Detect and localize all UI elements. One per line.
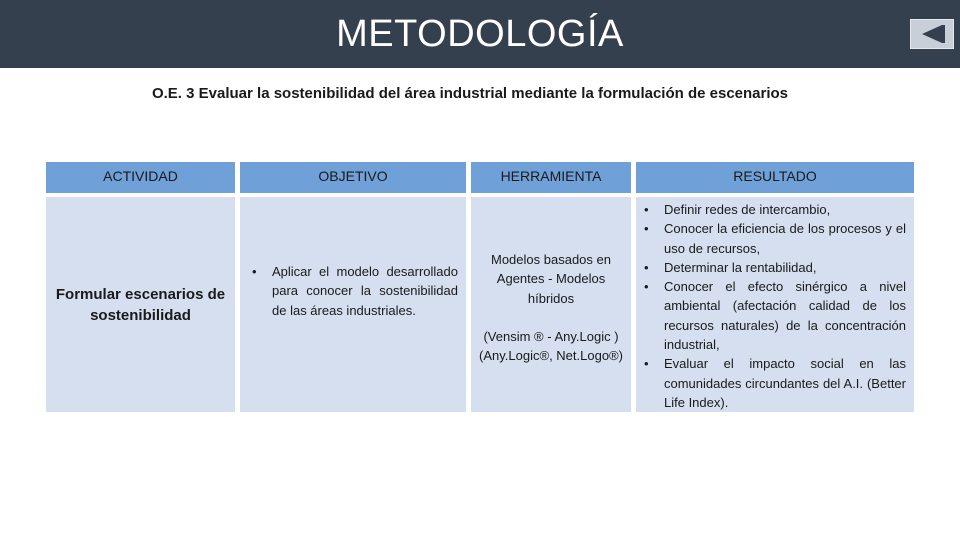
- back-button[interactable]: [910, 19, 954, 49]
- resultado-item: • Determinar la rentabilidad,: [640, 258, 906, 277]
- resultado-item: • Conocer el efecto sinérgico a nivel ambiental (afectación calidad de los recursos naturales) de la concentración industrial,: [640, 277, 906, 354]
- resultado-cell: [636, 197, 914, 412]
- herramienta-line: Modelos basados en: [491, 252, 611, 267]
- herramienta-line: Agentes - Modelos: [496, 271, 606, 287]
- herramienta-line: híbridos: [527, 290, 575, 306]
- resultado-item: • Definir redes de intercambio,: [640, 200, 906, 219]
- herramienta-line: (Any.Logic®, Net.Logo®): [479, 348, 623, 364]
- resultado-item: • Evaluar el impacto social en las comunidades circundantes del A.I. (Better Life Index).: [640, 354, 906, 412]
- column-header-resultado: RESULTADO: [636, 162, 914, 193]
- objective-subtitle: O.E. 3 Evaluar la sostenibilidad del área industrial mediante la formulación de escenarios: [151, 85, 789, 102]
- resultado-item: • Conocer la eficiencia de los procesos y el uso de recursos,: [640, 219, 906, 258]
- spacer: [471, 308, 631, 327]
- actividad-cell: [46, 197, 235, 412]
- back-arrow-icon: [922, 25, 942, 43]
- herramienta-cell: [471, 197, 631, 412]
- herramienta-line: (Vensim ® - Any.Logic ): [483, 328, 619, 344]
- objetivo-item: • Aplicar el modelo desarrollado para conocer la sostenibilidad de las áreas industriales.: [248, 262, 458, 320]
- column-header-objetivo: OBJETIVO: [240, 162, 466, 193]
- objetivo-cell: [240, 197, 466, 412]
- column-header-herramienta: HERRAMIENTA: [471, 162, 631, 193]
- title-bar: [0, 0, 960, 68]
- column-header-actividad: ACTIVIDAD: [46, 162, 235, 193]
- page-title: METODOLOGÍA: [336, 13, 624, 55]
- back-bar-icon: [942, 25, 945, 43]
- actividad-text: Formular escenarios de sostenibilidad: [55, 285, 226, 324]
